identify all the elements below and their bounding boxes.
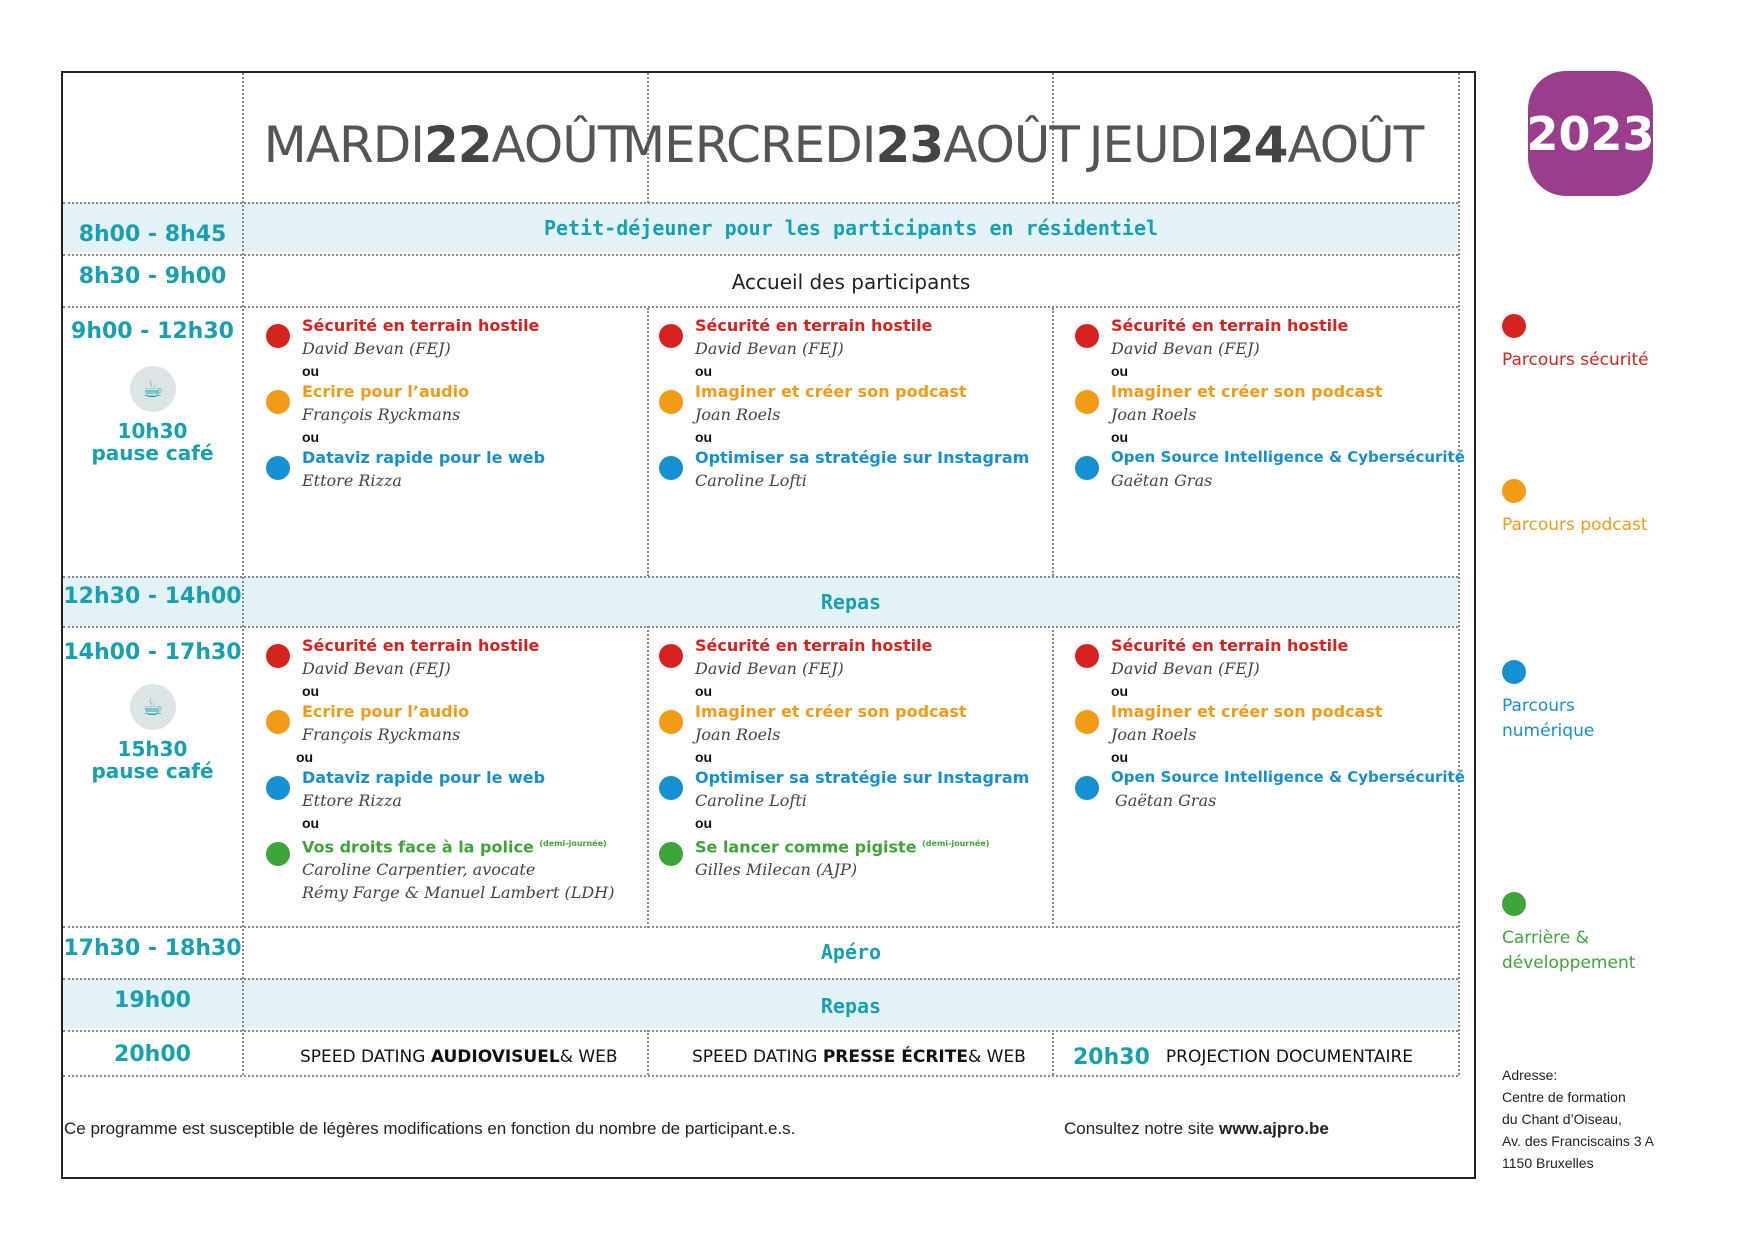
legend-label: numérique <box>1502 721 1595 741</box>
speed-dating-press: SPEED DATING PRESSE ÉCRITE & WEB <box>692 1047 1026 1067</box>
address-line: du Chant d’Oiseau, <box>1502 1111 1622 1127</box>
grid-line <box>1052 1030 1054 1075</box>
grid-line <box>1052 308 1054 576</box>
session-title: Optimiser sa stratégie sur Instagram <box>695 768 1030 787</box>
session-title: Dataviz rapide pour le web <box>302 768 546 787</box>
digital-dot-icon <box>1502 660 1526 684</box>
legend-label: Parcours <box>1502 696 1575 716</box>
breakfast-label: Petit-déjeuner pour les participants en résidentiel <box>543 216 1159 240</box>
session-title: Sécurité en terrain hostile <box>695 316 933 335</box>
session-title: Imaginer et créer son podcast <box>695 382 967 401</box>
session-item <box>266 700 646 746</box>
grid-line <box>63 202 1458 204</box>
website-link[interactable]: www.ajpro.be <box>1218 1119 1329 1138</box>
digital-dot-icon <box>1075 456 1099 480</box>
welcome-label: Accueil des participants <box>731 270 971 294</box>
grid-line <box>63 576 1458 578</box>
speed-dating-audiovisual: SPEED DATING AUDIOVISUEL & WEB <box>300 1047 618 1067</box>
time-welcome: 8h30 - 9h00 <box>78 264 227 289</box>
session-item <box>659 634 1039 680</box>
session-item <box>659 700 1039 746</box>
digital-dot-icon <box>659 776 683 800</box>
pause-time: 15h30 <box>117 737 188 761</box>
dinner-label: Repas <box>820 994 882 1018</box>
coffee-cup-icon: ☕ <box>130 684 176 730</box>
legend-security <box>1502 314 1649 373</box>
legend-label: Parcours sécurité <box>1502 350 1649 370</box>
session-title: Open Source Intelligence & Cybersécurité <box>1111 448 1465 466</box>
session-title: Dataviz rapide pour le web <box>302 448 546 467</box>
coffee-cup-icon: ☕ <box>130 366 176 412</box>
time-breakfast: 8h00 - 8h45 <box>78 222 227 247</box>
session-speaker: François Ryckmans <box>302 405 461 424</box>
security-dot-icon <box>659 644 683 668</box>
security-dot-icon <box>266 324 290 348</box>
website-note: Consultez notre site www.ajpro.be <box>1064 1119 1329 1138</box>
session-speaker: Ettore Rizza <box>302 791 402 810</box>
session-item <box>266 314 646 360</box>
documentary-projection <box>1073 1042 1413 1072</box>
digital-dot-icon <box>266 776 290 800</box>
or-label: ou <box>695 429 713 445</box>
session-speaker: Rémy Farge & Manuel Lambert (LDH) <box>302 883 615 903</box>
or-label: ou <box>1111 749 1129 765</box>
legend-label: Parcours podcast <box>1502 515 1648 535</box>
day-header-thursday: JEUDI 24 AOÛT <box>1088 116 1424 174</box>
address-block <box>1502 1064 1654 1174</box>
or-label: ou <box>695 363 713 379</box>
afternoon-pause <box>63 684 242 782</box>
legend-digital <box>1502 660 1594 744</box>
grid-line <box>1052 626 1054 928</box>
legend-label: Carrière & <box>1502 928 1589 948</box>
disclaimer-note: Ce programme est susceptible de légères modifications en fonction du nombre de participant.e.s. <box>64 1119 796 1138</box>
address-line: Av. des Franciscains 3 A <box>1502 1133 1654 1149</box>
or-label: ou <box>1111 429 1129 445</box>
or-label: ou <box>302 363 320 379</box>
legend-label: développement <box>1502 953 1636 973</box>
or-label: ou <box>302 815 320 831</box>
session-speaker: Gilles Milecan (AJP) <box>695 860 858 880</box>
session-item <box>266 634 646 680</box>
security-dot-icon <box>1075 644 1099 668</box>
digital-dot-icon <box>266 456 290 480</box>
digital-dot-icon <box>1075 776 1099 800</box>
session-speaker: Joan Roels <box>695 725 781 744</box>
afternoon-sessions-wednesday <box>659 634 1039 883</box>
legend-career <box>1502 892 1635 976</box>
podcast-dot-icon <box>1075 710 1099 734</box>
or-label: ou <box>302 429 320 445</box>
session-speaker: David Bevan (FEJ) <box>302 659 451 678</box>
address-line: 1150 Bruxelles <box>1502 1155 1594 1171</box>
session-speaker: David Bevan (FEJ) <box>1111 339 1260 358</box>
session-speaker: Ettore Rizza <box>302 471 402 490</box>
or-label: ou <box>302 683 320 699</box>
session-item <box>266 380 646 426</box>
session-speaker: Joan Roels <box>1111 725 1197 744</box>
session-item <box>266 446 646 492</box>
session-title: Optimiser sa stratégie sur Instagram <box>695 448 1030 467</box>
documentary-label: PROJECTION DOCUMENTAIRE <box>1165 1047 1414 1067</box>
session-title: Se lancer comme pigiste $^{(demi-journée)}$ <box>695 837 990 857</box>
day-header-wednesday: MERCREDI 23 AOÛT <box>622 116 1079 174</box>
morning-sessions-thursday <box>1075 314 1465 494</box>
afternoon-sessions-tuesday <box>266 634 646 906</box>
time-apero: 17h30 - 18h30 <box>63 936 242 961</box>
grid-line <box>63 254 1458 256</box>
session-title: Sécurité en terrain hostile <box>302 316 540 335</box>
address-label: Adresse: <box>1502 1067 1558 1083</box>
podcast-dot-icon <box>266 710 290 734</box>
security-dot-icon <box>659 324 683 348</box>
session-item <box>266 766 646 812</box>
or-label: ou <box>1111 363 1129 379</box>
or-label: ou <box>296 749 314 765</box>
or-label: ou <box>695 683 713 699</box>
time-dinner: 19h00 <box>114 988 191 1013</box>
apero-label: Apéro <box>820 940 882 964</box>
session-item <box>659 832 1039 881</box>
legend-podcast <box>1502 479 1648 538</box>
time-evening: 20h00 <box>114 1042 191 1067</box>
grid-line <box>63 306 1458 308</box>
session-title: Imaginer et créer son podcast <box>1111 382 1383 401</box>
session-title: Ecrire pour l’audio <box>302 702 470 721</box>
session-speaker: Caroline Lofti <box>695 791 807 810</box>
session-speaker: David Bevan (FEJ) <box>695 659 844 678</box>
podcast-dot-icon <box>1075 390 1099 414</box>
or-label: ou <box>1111 683 1129 699</box>
time-morning: 9h00 - 12h30 <box>71 319 234 344</box>
podcast-dot-icon <box>266 390 290 414</box>
digital-dot-icon <box>659 456 683 480</box>
session-title: Sécurité en terrain hostile <box>1111 316 1349 335</box>
session-title: Open Source Intelligence & Cybersécurité <box>1111 768 1465 786</box>
podcast-dot-icon <box>659 390 683 414</box>
session-item <box>1075 446 1465 492</box>
session-speaker: David Bevan (FEJ) <box>695 339 844 358</box>
career-dot-icon <box>1502 892 1526 916</box>
security-dot-icon <box>1075 324 1099 348</box>
session-item <box>659 380 1039 426</box>
session-title: Ecrire pour l’audio <box>302 382 470 401</box>
session-item <box>1075 634 1455 680</box>
podcast-dot-icon <box>659 710 683 734</box>
career-dot-icon <box>659 842 683 866</box>
session-speaker: Gaëtan Gras <box>1115 791 1217 810</box>
session-speaker: Joan Roels <box>695 405 781 424</box>
grid-line <box>63 978 1458 980</box>
morning-sessions-wednesday <box>659 314 1039 494</box>
grid-line <box>1458 73 1460 1075</box>
session-title: Imaginer et créer son podcast <box>1111 702 1383 721</box>
documentary-time: 20h30 <box>1073 1044 1150 1070</box>
session-speaker: François Ryckmans <box>302 725 461 744</box>
pause-label: pause café <box>91 759 214 783</box>
grid-line <box>647 1030 649 1075</box>
podcast-dot-icon <box>1502 479 1526 503</box>
or-label: ou <box>695 815 713 831</box>
day-header-tuesday: MARDI 22 AOÛT <box>263 116 628 174</box>
session-title: Sécurité en terrain hostile <box>695 636 933 655</box>
grid-line <box>63 1075 1458 1077</box>
session-item <box>659 446 1039 492</box>
session-speaker: David Bevan (FEJ) <box>302 339 451 358</box>
or-label: ou <box>695 749 713 765</box>
session-speaker: Caroline Carpentier, avocate <box>302 860 536 880</box>
session-item <box>1075 700 1455 746</box>
session-item <box>1075 766 1465 812</box>
grid-line <box>63 626 1458 628</box>
afternoon-sessions-thursday <box>1075 634 1465 814</box>
session-speaker: Gaëtan Gras <box>1111 471 1213 490</box>
grid-line <box>647 626 649 928</box>
pause-time: 10h30 <box>117 419 188 443</box>
lunch-label: Repas <box>820 590 882 614</box>
session-item <box>659 766 1039 812</box>
session-title: Sécurité en terrain hostile <box>1111 636 1349 655</box>
session-speaker: Joan Roels <box>1111 405 1197 424</box>
security-dot-icon <box>266 644 290 668</box>
time-afternoon: 14h00 - 17h30 <box>63 640 242 665</box>
session-item <box>266 832 646 904</box>
session-title: Sécurité en terrain hostile <box>302 636 540 655</box>
address-line: Centre de formation <box>1502 1089 1626 1105</box>
grid-line <box>63 1030 1458 1032</box>
session-speaker: Caroline Lofti <box>695 471 807 490</box>
grid-line <box>63 926 1458 928</box>
session-item <box>659 314 1039 360</box>
session-title: Imaginer et créer son podcast <box>695 702 967 721</box>
morning-sessions-tuesday <box>266 314 646 494</box>
grid-line <box>647 308 649 576</box>
session-item <box>1075 314 1455 360</box>
session-item <box>1075 380 1455 426</box>
year-badge: 2023 <box>1528 71 1653 196</box>
morning-pause <box>63 366 242 464</box>
session-speaker: David Bevan (FEJ) <box>1111 659 1260 678</box>
security-dot-icon <box>1502 314 1526 338</box>
career-dot-icon <box>266 842 290 866</box>
session-title: Vos droits face à la police $^{(demi-journée)}$ <box>302 837 607 857</box>
pause-label: pause café <box>91 441 214 465</box>
time-lunch: 12h30 - 14h00 <box>63 584 242 609</box>
